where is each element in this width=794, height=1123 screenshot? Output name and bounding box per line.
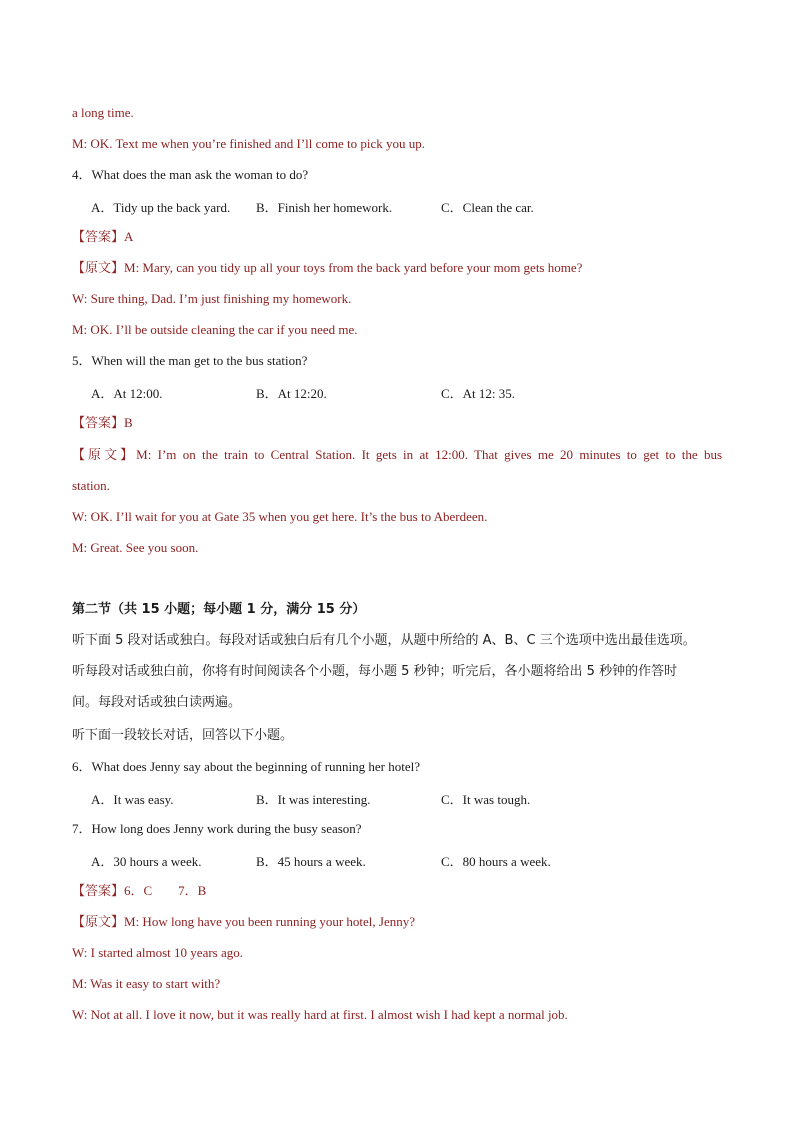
question-4: 4．What does the man ask the woman to do? <box>72 167 309 182</box>
transcript-label: 【原文】 <box>72 448 137 463</box>
transcript-line: W: Sure thing, Dad. I’m just finishing my homework. <box>72 291 352 306</box>
transcript-line: W: I started almost 10 years ago. <box>72 945 243 960</box>
transcript-label: 【原文】 <box>72 915 125 930</box>
transcript-line: M: I’m on the train to Central Station. It gets in at 12:00. That gives me 20 minutes to get to the bus <box>136 447 722 462</box>
q7-option-b: B．45 hours a week. <box>256 854 366 869</box>
q5-transcript <box>72 446 722 465</box>
section-heading: 第二节（共 15 小题；每小题 1 分，满分 15 分） <box>72 602 366 617</box>
transcript-line: W: OK. I’ll wait for you at Gate 35 when you get here. It’s the bus to Aberdeen. <box>72 509 488 524</box>
transcript-line: M: Was it easy to start with? <box>72 976 221 991</box>
instruction-line: 听每段对话或独白前，你将有时间阅读各个小题，每小题 5 秒钟；听完后，各小题将给出 5 秒钟的作答时 <box>72 664 678 679</box>
answer-label: 【答案】 <box>72 230 125 245</box>
transcript-line: station. <box>72 478 110 493</box>
q4-option-a: A．Tidy up the back yard. <box>91 200 231 215</box>
question-7: 7．How long does Jenny work during the busy season? <box>72 821 362 836</box>
answer-value: A <box>124 229 134 244</box>
answer-label: 【答案】 <box>72 884 125 899</box>
q4-option-b: B．Finish her homework. <box>256 200 393 215</box>
question-6: 6．What does Jenny say about the beginning of running her hotel? <box>72 759 421 774</box>
q6-option-c: C．It was tough. <box>441 792 531 807</box>
answer-value: 6．C 7．B <box>124 883 207 898</box>
q67-answer <box>72 882 722 901</box>
q4-answer <box>72 228 722 247</box>
transcript-line: W: Not at all. I love it now, but it was really hard at first. I almost wish I had kept a normal job. <box>72 1007 568 1022</box>
transcript-line: M: OK. I’ll be outside cleaning the car if you need me. <box>72 322 358 337</box>
instruction-line: 听下面 5 段对话或独白。每段对话或独白后有几个小题，从题中所给的 A、B、C 三个选项中选出最佳选项。 <box>72 633 696 648</box>
q4-transcript <box>72 259 722 278</box>
q6-option-b: B．It was interesting. <box>256 792 371 807</box>
transcript-line: a long time. <box>72 105 134 120</box>
q4-option-c: C．Clean the car. <box>441 200 534 215</box>
answer-value: B <box>124 415 133 430</box>
q5-option-b: B．At 12:20. <box>256 386 327 401</box>
question-5: 5．When will the man get to the bus station? <box>72 353 308 368</box>
instruction-line: 间。每段对话或独白读两遍。 <box>72 695 242 710</box>
transcript-line: M: Great. See you soon. <box>72 540 199 555</box>
transcript-line: M: How long have you been running your hotel, Jenny? <box>124 914 416 929</box>
answer-label: 【答案】 <box>72 416 125 431</box>
transcript-line: M: OK. Text me when you’re finished and I’ll come to pick you up. <box>72 136 426 151</box>
transcript-line: M: Mary, can you tidy up all your toys from the back yard before your mom gets home? <box>124 260 583 275</box>
q7-option-a: A．30 hours a week. <box>91 854 202 869</box>
q5-option-c: C．At 12: 35. <box>441 386 516 401</box>
q67-transcript <box>72 913 722 932</box>
q5-option-a: A．At 12:00. <box>91 386 163 401</box>
q6-option-a: A．It was easy. <box>91 792 174 807</box>
transcript-label: 【原文】 <box>72 261 125 276</box>
q7-option-c: C．80 hours a week. <box>441 854 551 869</box>
instruction-line: 听下面一段较长对话，回答以下小题。 <box>72 728 294 743</box>
q5-answer <box>72 414 722 433</box>
